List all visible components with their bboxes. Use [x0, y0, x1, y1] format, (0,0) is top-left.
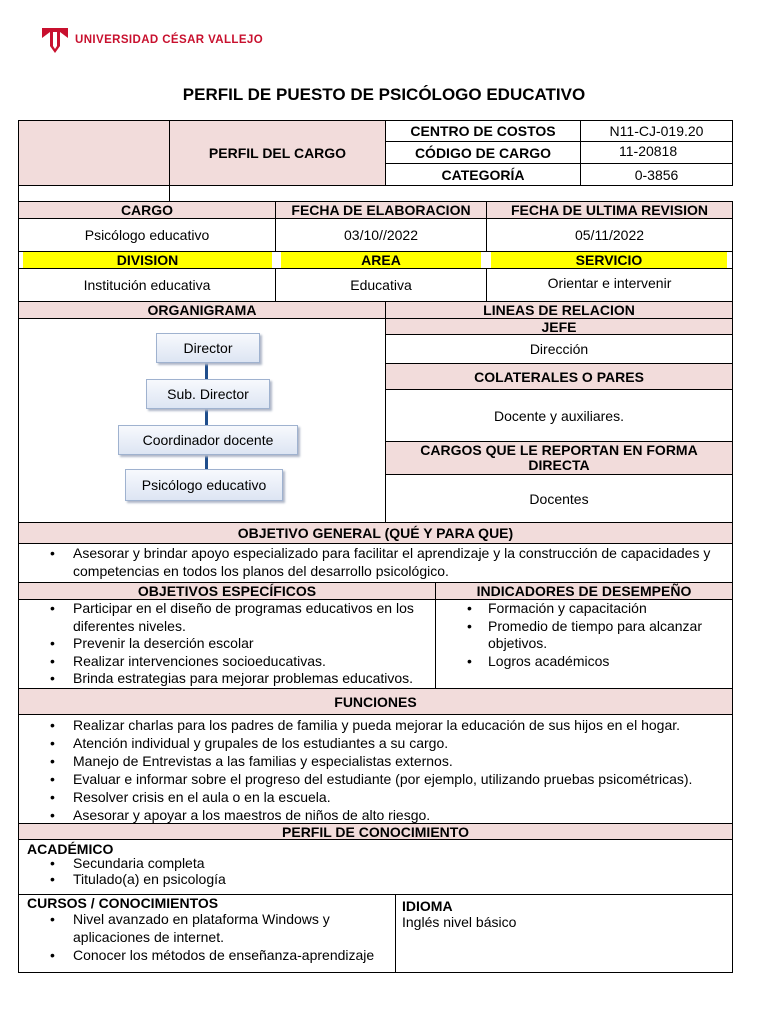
page-title: PERFIL DE PUESTO DE PSICÓLOGO EDUCATIVO — [182, 85, 586, 104]
objetivo-item: • Brinda estrategias para mejorar problemas educativos. — [19, 670, 435, 688]
division-value: Institución educativa — [18, 268, 276, 302]
funcion-item: • Asesorar y apoyar a los maestros de niños de alto riesgo. — [19, 806, 732, 824]
academico-label: ACADÉMICO — [27, 841, 114, 857]
fecha-elaboracion-value: 03/10//2022 — [275, 218, 487, 252]
servicio-value: Orientar e intervenir — [486, 268, 733, 302]
fecha-revision-header: FECHA DE ULTIMA REVISION — [486, 201, 733, 219]
division-header: DIVISION — [23, 252, 272, 268]
funcion-item: • Manejo de Entrevistas a las familias y especialistas externos. — [19, 752, 732, 770]
objetivo-general-body — [18, 543, 733, 583]
cursos-section — [18, 894, 396, 973]
academico-item: • Secundaria completa — [19, 855, 732, 871]
centro-costos-value: N11-CJ-019.20 — [580, 120, 733, 142]
org-box-director: Director — [156, 333, 260, 363]
objetivos-especificos-list — [18, 599, 436, 689]
conocimiento-header: PERFIL DE CONOCIMIENTO — [18, 823, 733, 840]
academico-item: • Titulado(a) en psicología — [19, 871, 732, 887]
idioma-section — [395, 894, 733, 973]
indicadores-header: INDICADORES DE DESEMPEÑO — [435, 582, 733, 600]
organigrama-header: ORGANIGRAMA — [18, 301, 386, 319]
reportan-header: CARGOS QUE LE REPORTAN EN FORMA DIRECTA — [385, 441, 733, 475]
organigrama-chart — [18, 318, 386, 523]
centro-costos-label: CENTRO DE COSTOS — [385, 120, 581, 142]
funcion-item: • Atención individual y grupales de los estudiantes a su cargo. — [19, 734, 732, 752]
indicadores-list — [435, 599, 733, 689]
objetivo-general-header: OBJETIVO GENERAL (QUÉ Y PARA QUE) — [18, 522, 733, 544]
indicador-item: • Logros académicos — [436, 653, 732, 671]
objetivos-especificos-header: OBJETIVOS ESPECÍFICOS — [18, 582, 436, 600]
cargo-header: CARGO — [18, 201, 276, 219]
cursos-label: CURSOS / CONOCIMIENTOS — [27, 895, 219, 911]
logo — [40, 26, 270, 56]
objetivo-general-text: • Asesorar y brindar apoyo especializado para facilitar el aprendizaje y la construcción de capacidades y competencias en todos los planos del desarrollo psicológico. — [19, 545, 732, 580]
funciones-list — [18, 714, 733, 824]
objetivo-item: • Realizar intervenciones socioeducativas. — [19, 653, 435, 671]
logo-text: UNIVERSIDAD CÉSAR VALLEJO — [75, 34, 264, 46]
logo-mark-icon — [40, 26, 70, 56]
cargo-value: Psicólogo educativo — [18, 218, 276, 252]
jefe-value: Dirección — [385, 334, 733, 364]
jefe-header: JEFE — [385, 318, 733, 335]
idioma-value: Inglés nivel básico — [402, 914, 517, 930]
indicador-item: • Formación y capacitación — [436, 600, 732, 618]
codigo-cargo-value: 11-20818 — [580, 141, 733, 164]
reportan-value: Docentes — [385, 474, 733, 523]
codigo-cargo-label: CÓDIGO DE CARGO — [385, 141, 581, 164]
academico-section — [18, 839, 733, 895]
funcion-item: • Resolver crisis en el aula o en la escuela. — [19, 788, 732, 806]
fecha-revision-value: 05/11/2022 — [486, 218, 733, 252]
colaterales-value: Docente y auxiliares. — [385, 389, 733, 442]
area-value: Educativa — [275, 268, 487, 302]
categoria-value: 0-3856 — [580, 163, 733, 186]
objetivo-item: • Participar en el diseño de programas educativos en los diferentes niveles. — [19, 600, 435, 635]
colaterales-header: COLATERALES O PARES — [385, 363, 733, 390]
fecha-elaboracion-header: FECHA DE ELABORACION — [275, 201, 487, 219]
curso-item: • Conocer los métodos de enseñanza-aprendizaje — [19, 946, 395, 964]
indicador-item: • Promedio de tiempo para alcanzar objetivos. — [436, 618, 732, 653]
idioma-label: IDIOMA — [402, 898, 453, 914]
top-blank-cell — [18, 120, 170, 186]
org-box-subdirector: Sub. Director — [146, 379, 270, 409]
servicio-header: SERVICIO — [491, 252, 727, 268]
org-box-coordinador: Coordinador docente — [118, 425, 298, 455]
funcion-item: • Evaluar e informar sobre el progreso del estudiante (por ejemplo, utilizando pruebas psicométricas). — [19, 770, 732, 788]
area-header: AREA — [281, 252, 481, 268]
objetivo-item: • Prevenir la deserción escolar — [19, 635, 435, 653]
lineas-header: LINEAS DE RELACION — [385, 301, 733, 319]
funcion-item: • Realizar charlas para los padres de familia y pueda mejorar la educación de sus hijos en el hogar. — [19, 716, 732, 734]
org-box-psicologo: Psicólogo educativo — [125, 469, 283, 501]
categoria-label: CATEGORÍA — [385, 163, 581, 186]
curso-item: • Nivel avanzado en plataforma Windows y aplicaciones de internet. — [19, 910, 395, 946]
funciones-header: FUNCIONES — [18, 688, 733, 715]
perfil-del-cargo-label: PERFIL DEL CARGO — [169, 120, 386, 186]
spacer-row — [18, 185, 170, 202]
